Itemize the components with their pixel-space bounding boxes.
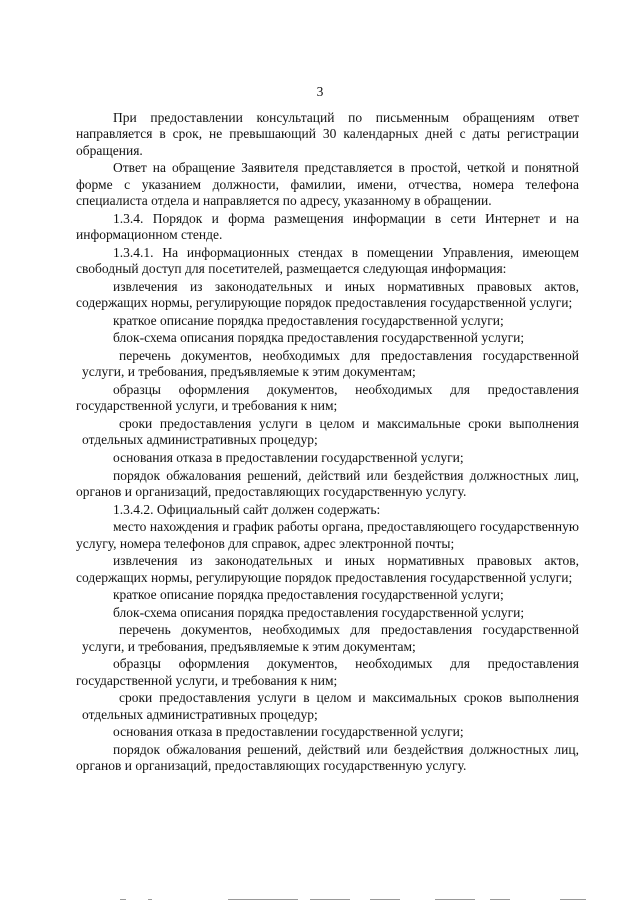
list-item: извлечения из законодательных и иных нормативных правовых актов, содержащих нормы, регулирующие порядок предоставления государственной услуги; — [76, 553, 579, 585]
list-item: перечень документов, необходимых для предоставления государственной услуги, и требования, предъявляемые к этим документам; — [82, 622, 579, 654]
list-item: образцы оформления документов, необходимых для предоставления государственной услуги, и требования к ним; — [76, 382, 579, 414]
list-item: блок-схема описания порядка предоставления государственной услуги; — [113, 330, 525, 346]
page-number: 3 — [316, 84, 324, 99]
paragraph: 1.3.4.1. На информационных стендах в помещении Управления, имеющем свободный доступ для посетителей, размещается следующая информация: — [76, 244, 579, 277]
section-heading: 1.3.4. Порядок и форма размещения информации в сети Интернет и на информационном стенде. — [76, 210, 579, 243]
list-item: место нахождения и график работы органа, предоставляющего государственную услугу, номера телефонов для справок, адрес электронной почты; — [76, 519, 579, 551]
list-item: порядок обжалования решений, действий или бездействия должностных лиц, органов и организаций, предоставляющих государственную услугу. — [76, 741, 579, 774]
paragraph: При предоставлении консультаций по письменным обращениям ответ направляется в срок, не превышающий 30 календарных дней с даты регистрации обращения. — [76, 110, 579, 158]
list-item: краткое описание порядка предоставления государственной услуги; — [113, 587, 504, 603]
list-item: сроки предоставления услуги в целом и максимальные сроки выполнения отдельных административных процедур; — [82, 416, 579, 448]
paragraph: Ответ на обращение Заявителя представляется в простой, четкой и понятной форме с указанием должности, фамилии, имени, отчества, номера телефона специалиста отдела и направляется по адресу, указанному в обращении. — [76, 160, 579, 209]
list-item: сроки предоставления услуги в целом и максимальных сроков выполнения отдельных административных процедур; — [82, 690, 579, 722]
list-item: извлечения из законодательных и иных нормативных правовых актов, содержащих нормы, регулирующие порядок предоставления государственной услуги; — [76, 278, 579, 311]
list-item: краткое описание порядка предоставления государственной услуги; — [113, 312, 504, 328]
document-body — [76, 110, 579, 776]
list-item: блок-схема описания порядка предоставления государственной услуги; — [113, 604, 525, 620]
list-item: порядок обжалования решений, действий или бездействия должностных лиц, органов и организаций, предоставляющих государственную услугу. — [76, 467, 579, 499]
section-heading: 1.3.4.2. Официальный сайт должен содержать: — [113, 501, 381, 517]
list-item: основания отказа в предоставлении государственной услуги; — [113, 450, 464, 465]
list-item: перечень документов, необходимых для предоставления государственной услуги, и требования, предъявляемые к этим документам; — [82, 348, 579, 380]
scan-artifact-line — [120, 899, 590, 903]
list-item: основания отказа в предоставлении государственной услуги; — [113, 724, 464, 740]
list-item: образцы оформления документов, необходимых для предоставления государственной услуги, и требования к ним; — [76, 656, 579, 688]
